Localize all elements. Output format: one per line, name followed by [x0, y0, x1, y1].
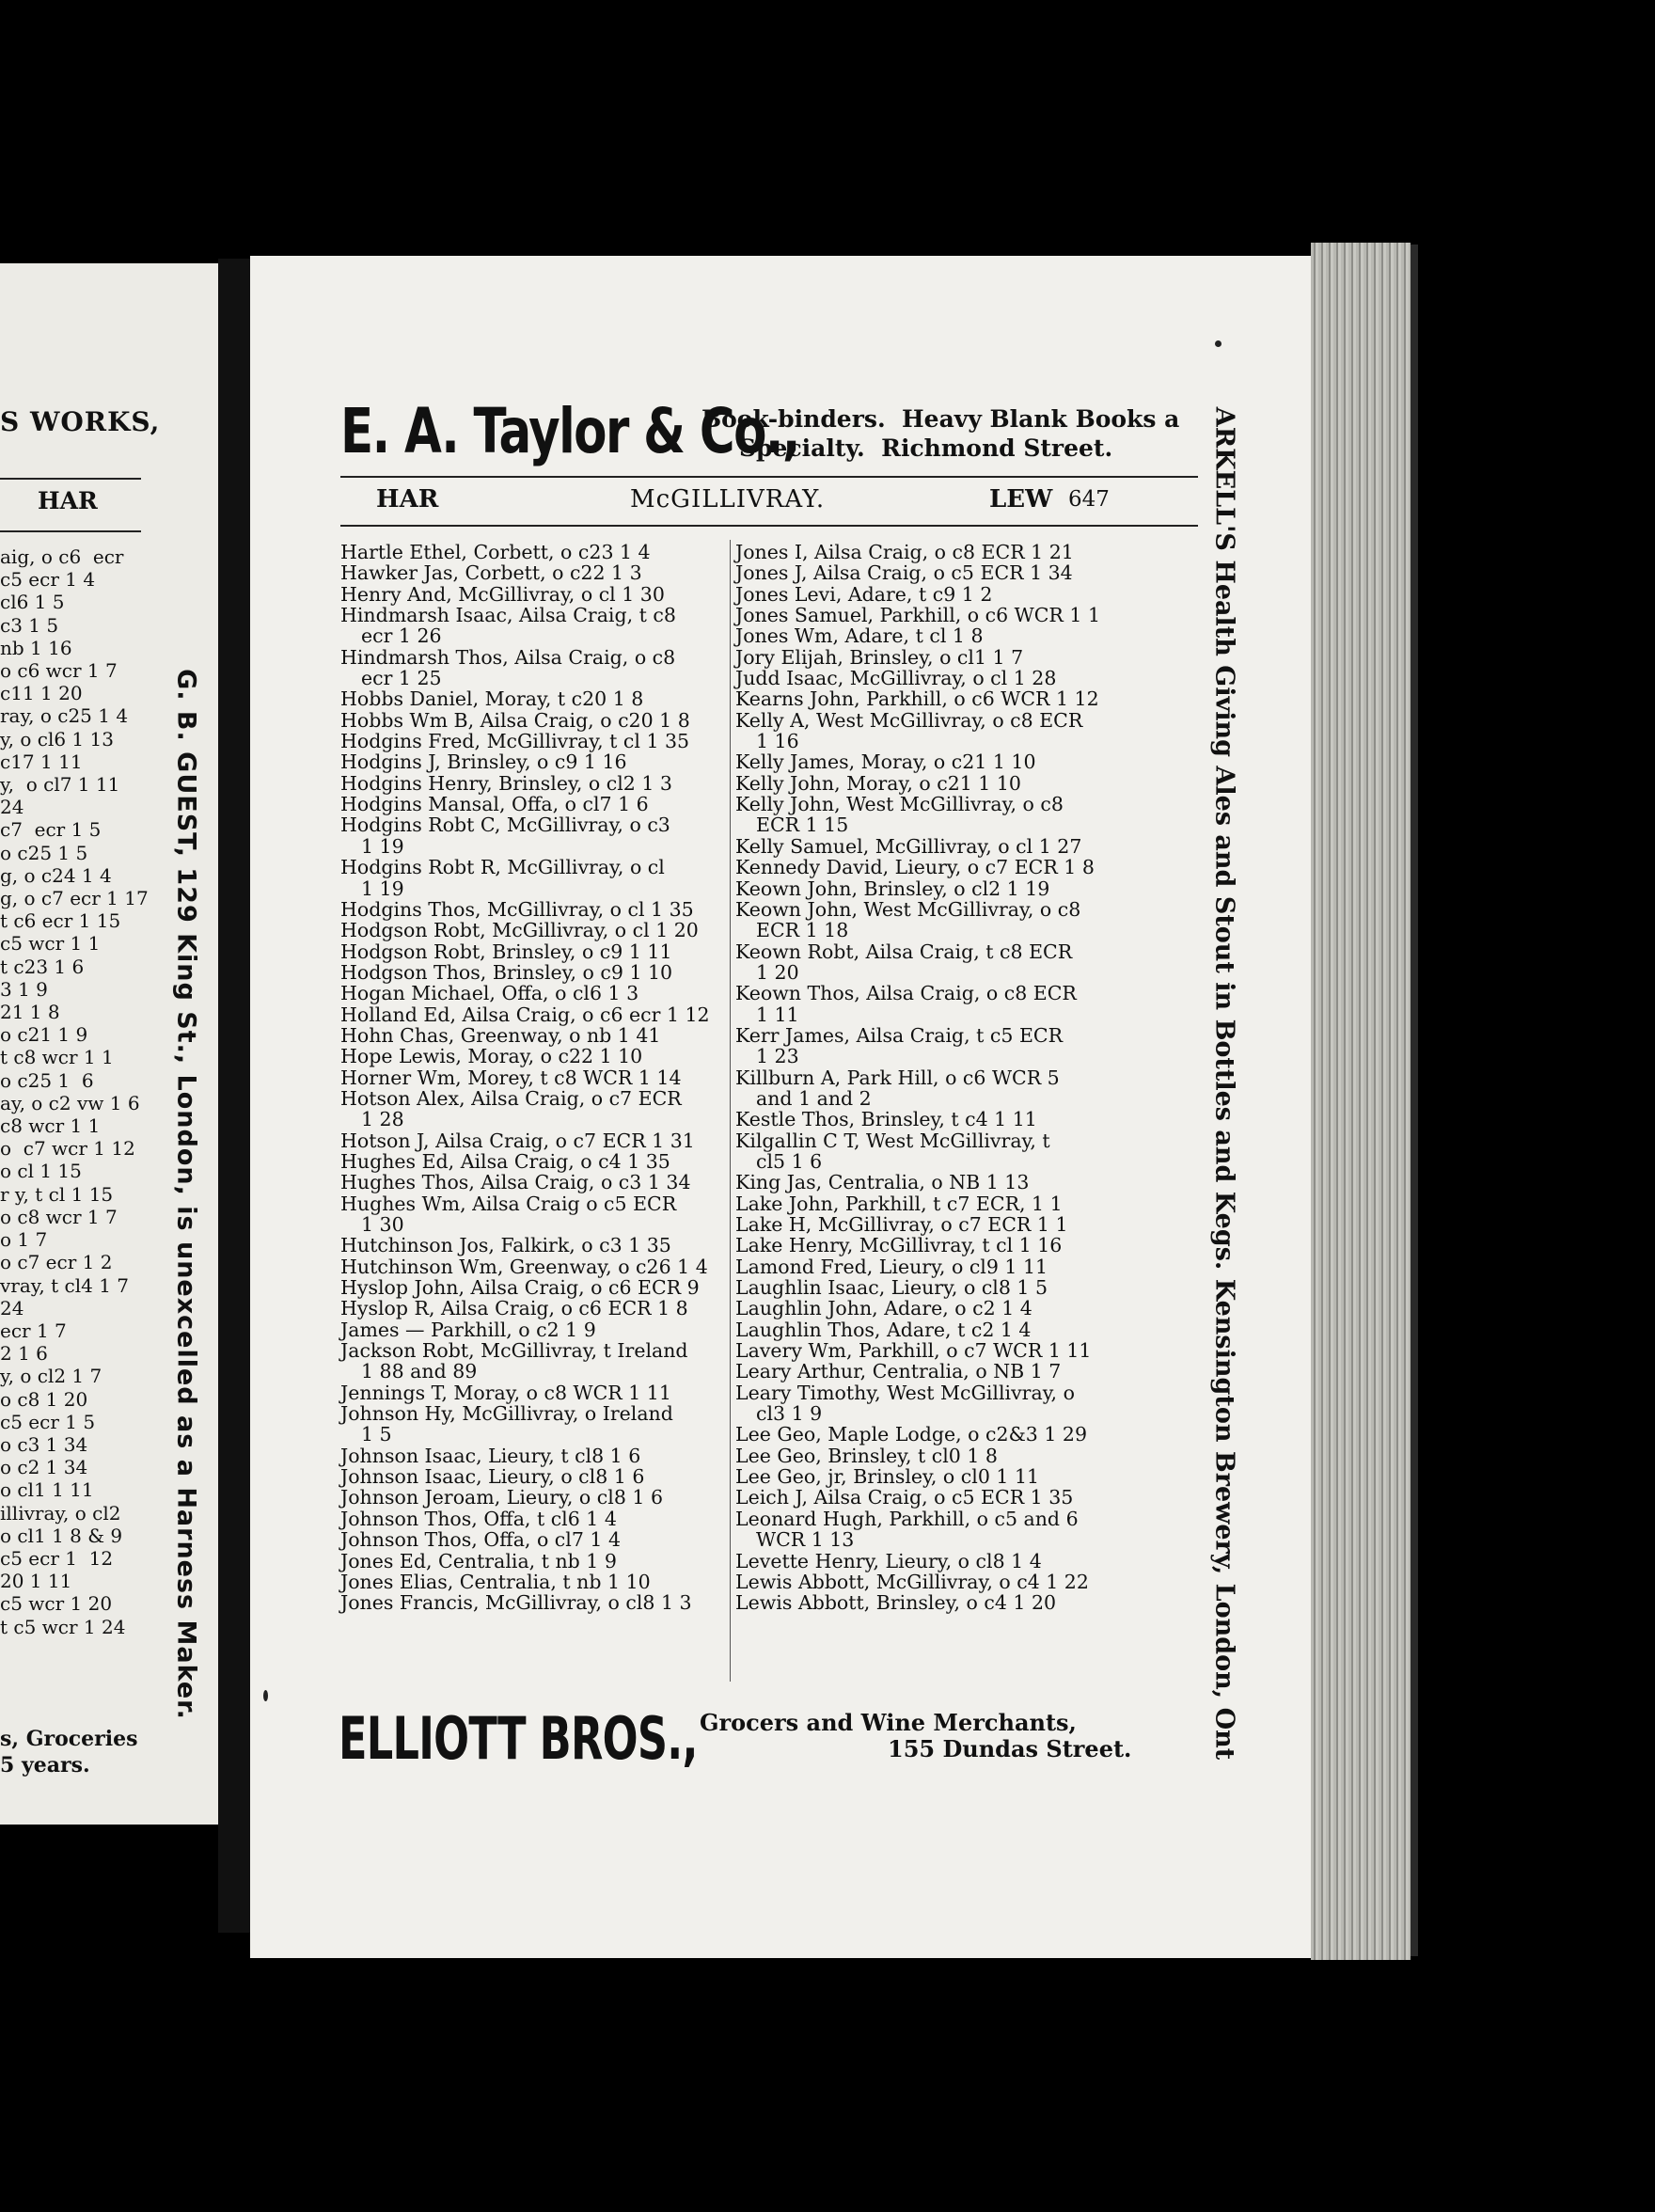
directory-entry: Laughlin John, Adare, o c2 1 4	[735, 1297, 1032, 1320]
left-page-entry-fragment: ray, o c25 1 4	[0, 704, 129, 728]
directory-entry: Leary Arthur, Centralia, o NB 1 7	[735, 1360, 1062, 1383]
directory-entry: Hawker Jas, Corbett, o c22 1 3	[340, 561, 642, 585]
left-page-entry-fragment: o cl1 1 8 & 9	[0, 1524, 123, 1547]
directory-entry: cl5 1 6	[756, 1149, 823, 1173]
directory-entry: Kearns John, Parkhill, o c6 WCR 1 12	[735, 687, 1099, 711]
directory-entry: Jones J, Ailsa Craig, o c5 ECR 1 34	[735, 561, 1073, 585]
header-rule-bottom	[340, 525, 1198, 527]
directory-entry: Laughlin Isaac, Lieury, o cl8 1 5	[735, 1276, 1048, 1300]
directory-entry: cl3 1 9	[756, 1402, 823, 1426]
directory-entry: Hindmarsh Isaac, Ailsa Craig, t c8	[340, 604, 676, 627]
directory-entry: Jackson Robt, McGillivray, t Ireland	[340, 1339, 688, 1363]
directory-entry: 1 16	[756, 730, 799, 753]
directory-entry: Kennedy David, Lieury, o c7 ECR 1 8	[735, 856, 1095, 879]
directory-entry: James — Parkhill, o c2 1 9	[340, 1318, 596, 1341]
directory-entry: King Jas, Centralia, o NB 1 13	[735, 1171, 1030, 1194]
left-page-entry-fragment: c5 ecr 1 5	[0, 1410, 96, 1433]
left-page-entry-fragment: g, o c24 1 4	[0, 863, 112, 887]
left-page-entry-fragment: c7 ecr 1 5	[0, 818, 102, 842]
taylor-firm-name: E. A. Taylor & Co.,	[340, 395, 799, 467]
running-head-right: LEW	[989, 485, 1053, 514]
left-page-entry-fragment: 2 1 6	[0, 1342, 48, 1366]
left-page-entry-fragment: c5 wcr 1 1	[0, 932, 101, 956]
directory-entry: Jory Elijah, Brinsley, o cl1 1 7	[735, 645, 1024, 669]
directory-entry: ecr 1 26	[361, 624, 442, 648]
directory-entry: Hodgins Robt C, McGillivray, o c3	[340, 814, 670, 837]
directory-entry: ECR 1 18	[756, 919, 849, 942]
directory-entry: Judd Isaac, McGillivray, o cl 1 28	[735, 667, 1057, 690]
directory-entry: Jones Ed, Centralia, t nb 1 9	[340, 1549, 617, 1572]
directory-entry: Kelly John, West McGillivray, o c8	[735, 793, 1064, 816]
directory-entry: Johnson Thos, Offa, o cl7 1 4	[340, 1528, 622, 1552]
left-page-entry-fragment: nb 1 16	[0, 636, 72, 659]
directory-entry: WCR 1 13	[756, 1528, 855, 1552]
page-edges	[1311, 243, 1411, 1960]
directory-entry: Leonard Hugh, Parkhill, o c5 and 6	[735, 1507, 1079, 1530]
directory-entry: Jones Wm, Adare, t cl 1 8	[735, 624, 984, 648]
guest-ad-text: G. B. GUEST, 129 King St., London, is unexcelled as a Harness Maker.	[171, 669, 201, 1720]
guest-vertical-ad	[167, 508, 205, 1825]
directory-entry: Hyslop R, Ailsa Craig, o c6 ECR 1 8	[340, 1297, 688, 1320]
left-page-entry-fragment: c5 wcr 1 20	[0, 1592, 113, 1616]
directory-entry: Hutchinson Jos, Falkirk, o c3 1 35	[340, 1234, 671, 1257]
directory-entry: Hughes Thos, Ailsa Craig, o c3 1 34	[340, 1171, 691, 1194]
directory-entry: Kelly Samuel, McGillivray, o cl 1 27	[735, 834, 1082, 858]
left-page-entry-fragment: t c5 wcr 1 24	[0, 1615, 126, 1638]
directory-entry: Johnson Isaac, Lieury, o cl8 1 6	[340, 1465, 645, 1489]
ink-speck	[263, 1690, 268, 1701]
left-page-entry-fragment: y, o cl2 1 7	[0, 1365, 102, 1388]
directory-entry: Lake John, Parkhill, t c7 ECR, 1 1	[735, 1192, 1063, 1215]
elliott-ad-line-2: 155 Dundas Street.	[888, 1735, 1132, 1762]
directory-entry: 1 11	[756, 1003, 799, 1026]
directory-entry: Lee Geo, jr, Brinsley, o cl0 1 11	[735, 1465, 1040, 1489]
arkell-ad-text: ARKELL'S Health Giving Ales and Stout in Bottles and Kegs. Kensington Brewery, London, Ont	[1209, 406, 1239, 1761]
directory-entry: Henry And, McGillivray, o cl 1 30	[340, 582, 665, 606]
directory-entry: 1 20	[756, 960, 799, 984]
left-page-entry-fragment: o c3 1 34	[0, 1432, 88, 1456]
directory-entry: Lake H, McGillivray, o c7 ECR 1 1	[735, 1213, 1068, 1236]
left-page-entry-fragment: c5 ecr 1 4	[0, 568, 96, 592]
directory-entry: Hartle Ethel, Corbett, o c23 1 4	[340, 541, 651, 563]
directory-entry: Lake Henry, McGillivray, t cl 1 16	[735, 1234, 1063, 1257]
book-gutter	[218, 259, 250, 1933]
directory-entry: and 1 and 2	[756, 1086, 872, 1110]
directory-entry: Johnson Hy, McGillivray, o Ireland	[340, 1402, 673, 1426]
directory-entry: Lewis Abbott, Brinsley, o c4 1 20	[735, 1591, 1057, 1615]
left-page-header-fragment: S WORKS,	[0, 406, 161, 437]
left-page-footer-ad	[0, 1726, 137, 1778]
left-page-entry-fragment: o c25 1 6	[0, 1068, 94, 1092]
directory-entry: Keown Robt, Ailsa Craig, t c8 ECR	[735, 940, 1073, 963]
directory-entry: Hodgins Robt R, McGillivray, o cl	[340, 856, 665, 879]
directory-entry: Jones Elias, Centralia, t nb 1 10	[340, 1570, 651, 1593]
directory-entry: Kilgallin C T, West McGillivray, t	[735, 1129, 1050, 1152]
directory-entry: Kelly James, Moray, o c21 1 10	[735, 750, 1036, 774]
directory-entry: 1 5	[361, 1423, 392, 1446]
left-page-entry-fragment: cl6 1 5	[0, 591, 65, 614]
directory-entry: Johnson Jeroam, Lieury, o cl8 1 6	[340, 1486, 663, 1509]
left-footer-line: s, Groceries	[0, 1727, 138, 1751]
directory-entry: Hodgson Robt, McGillivray, o cl 1 20	[340, 919, 699, 942]
elliott-ad-line-1: Grocers and Wine Merchants,	[700, 1709, 1077, 1736]
directory-entry: Levette Henry, Lieury, o cl8 1 4	[735, 1549, 1042, 1572]
taylor-ad-description	[701, 404, 1179, 463]
ink-speck	[1215, 340, 1222, 347]
left-page-entry-fragment: o c7 wcr 1 12	[0, 1137, 135, 1161]
directory-entry: Hodgson Robt, Brinsley, o c9 1 11	[340, 940, 672, 963]
directory-entry: Jones Francis, McGillivray, o cl8 1 3	[340, 1591, 692, 1615]
directory-entry: Hodgson Thos, Brinsley, o c9 1 10	[340, 960, 673, 984]
taylor-ad-line-1: Book-binders. Heavy Blank Books a	[701, 405, 1180, 433]
left-page-entry-fragment: t c6 ecr 1 15	[0, 909, 121, 933]
directory-entry: Leary Timothy, West McGillivray, o	[735, 1381, 1075, 1404]
directory-entry: Hope Lewis, Moray, o c22 1 10	[340, 1045, 643, 1068]
directory-entry: Keown John, West McGillivray, o c8	[735, 897, 1081, 921]
directory-entry: Hogan Michael, Offa, o cl6 1 3	[340, 982, 639, 1005]
elliott-ad-description	[700, 1710, 1131, 1762]
directory-entry: Jennings T, Moray, o c8 WCR 1 11	[340, 1381, 671, 1404]
directory-entry: Hodgins J, Brinsley, o c9 1 16	[340, 750, 627, 774]
directory-entry: Hindmarsh Thos, Ailsa Craig, o c8	[340, 645, 676, 669]
directory-entry: Hodgins Fred, McGillivray, t cl 1 35	[340, 730, 690, 753]
directory-entry: Kerr James, Ailsa Craig, t c5 ECR	[735, 1023, 1064, 1047]
left-page-entry-fragment: t c8 wcr 1 1	[0, 1046, 114, 1069]
left-page-entries	[0, 545, 149, 1638]
left-page-entry-fragment: ay, o c2 vw 1 6	[0, 1091, 140, 1114]
directory-entry: Lavery Wm, Parkhill, o c7 WCR 1 11	[735, 1339, 1092, 1363]
directory-entry: Hughes Wm, Ailsa Craig o c5 ECR	[340, 1192, 677, 1215]
directory-entry: Leich J, Ailsa Craig, o c5 ECR 1 35	[735, 1486, 1074, 1509]
left-page-entry-fragment: o cl1 1 11	[0, 1478, 94, 1502]
directory-entry: 1 23	[756, 1045, 799, 1068]
left-page-entry-fragment: o c21 1 9	[0, 1023, 88, 1047]
left-page-entry-fragment: y, o cl6 1 13	[0, 727, 114, 750]
directory-entry: Hyslop John, Ailsa Craig, o c6 ECR 9	[340, 1276, 700, 1300]
left-page-entry-fragment: c17 1 11	[0, 750, 83, 773]
left-header-rule-bottom	[0, 530, 141, 532]
directory-entry: 1 88 and 89	[361, 1360, 478, 1383]
directory-entry: 1 30	[361, 1213, 404, 1236]
directory-entry: Hobbs Daniel, Moray, t c20 1 8	[340, 687, 644, 711]
directory-entry: Killburn A, Park Hill, o c6 WCR 5	[735, 1066, 1060, 1089]
directory-entry: Hobbs Wm B, Ailsa Craig, o c20 1 8	[340, 708, 690, 732]
directory-entry: Horner Wm, Morey, t c8 WCR 1 14	[340, 1066, 682, 1089]
directory-entry: Lee Geo, Brinsley, t cl0 1 8	[735, 1444, 998, 1467]
directory-entry: Johnson Isaac, Lieury, t cl8 1 6	[340, 1444, 641, 1467]
left-page-entry-fragment: 24	[0, 796, 24, 819]
arkell-vertical-ad	[1198, 406, 1251, 1761]
left-page-entry-fragment: o c8 1 20	[0, 1387, 88, 1411]
taylor-ad-line-2: Specialty. Richmond Street.	[739, 434, 1113, 462]
directory-column-right	[735, 542, 1158, 1614]
left-page-entry-fragment: y, o cl7 1 11	[0, 773, 120, 797]
left-page-entry-fragment: o cl 1 15	[0, 1160, 82, 1183]
right-page	[250, 256, 1311, 1958]
directory-entry: 1 19	[361, 834, 404, 858]
directory-entry: Lewis Abbott, McGillivray, o c4 1 22	[735, 1570, 1089, 1593]
directory-entry: Hodgins Henry, Brinsley, o cl2 1 3	[340, 771, 672, 795]
left-page-entry-fragment: g, o c7 ecr 1 17	[0, 887, 149, 910]
left-page-entry-fragment: c3 1 5	[0, 613, 59, 637]
left-page-entry-fragment: ecr 1 7	[0, 1319, 67, 1342]
directory-entry: Jones Samuel, Parkhill, o c6 WCR 1 1	[735, 604, 1100, 627]
directory-entry: Johnson Thos, Offa, t cl6 1 4	[340, 1507, 617, 1530]
directory-column-left	[340, 542, 754, 1614]
left-page-entry-fragment: 20 1 11	[0, 1570, 72, 1593]
directory-entry: Jones I, Ailsa Craig, o c8 ECR 1 21	[735, 541, 1074, 563]
directory-entry: Hohn Chas, Greenway, o nb 1 41	[340, 1023, 661, 1047]
directory-entry: Kelly A, West McGillivray, o c8 ECR	[735, 708, 1083, 732]
directory-entry: Hodgins Mansal, Offa, o cl7 1 6	[340, 793, 649, 816]
left-page-entry-fragment: r y, t cl 1 15	[0, 1182, 114, 1206]
directory-entry: Jones Levi, Adare, t c9 1 2	[735, 582, 993, 606]
directory-entry: Hotson J, Ailsa Craig, o c7 ECR 1 31	[340, 1129, 695, 1152]
directory-entry: Hutchinson Wm, Greenway, o c26 1 4	[340, 1255, 708, 1278]
running-head-left: HAR	[376, 485, 439, 514]
directory-entry: 1 19	[361, 877, 404, 900]
directory-entry: Kelly John, Moray, o c21 1 10	[735, 771, 1021, 795]
directory-entry: Holland Ed, Ailsa Craig, o c6 ecr 1 12	[340, 1003, 710, 1026]
left-page-entry-fragment: o c2 1 34	[0, 1456, 88, 1479]
left-page-entry-fragment: illivray, o cl2	[0, 1501, 121, 1525]
left-header-rule	[0, 478, 141, 480]
directory-entry: Lee Geo, Maple Lodge, o c2&3 1 29	[735, 1423, 1088, 1446]
directory-entry: Keown John, Brinsley, o cl2 1 19	[735, 877, 1050, 900]
left-page-entry-fragment: o c25 1 5	[0, 841, 88, 864]
directory-entry: Laughlin Thos, Adare, t c2 1 4	[735, 1318, 1032, 1341]
elliott-firm-name: ELLIOTT BROS.,	[339, 1704, 698, 1773]
left-page-entry-fragment: 3 1 9	[0, 977, 48, 1001]
left-page-entry-fragment: t c23 1 6	[0, 955, 85, 978]
left-page-entry-fragment: o c7 ecr 1 2	[0, 1251, 113, 1274]
directory-entry: 1 28	[361, 1108, 404, 1131]
left-page-entry-fragment: 24	[0, 1296, 24, 1319]
directory-entry: Kestle Thos, Brinsley, t c4 1 11	[735, 1108, 1037, 1131]
column-divider	[730, 540, 731, 1682]
left-page	[0, 263, 218, 1825]
header-rule-top	[340, 476, 1198, 478]
left-page-entry-fragment: c5 ecr 1 12	[0, 1546, 114, 1570]
left-footer-line: 5 years.	[0, 1753, 90, 1778]
left-page-entry-fragment: 21 1 8	[0, 1001, 60, 1024]
directory-entry: ecr 1 25	[361, 667, 442, 690]
running-head-township: McGILLIVRAY.	[630, 485, 826, 514]
directory-entry: ECR 1 15	[756, 814, 849, 837]
left-page-entry-fragment: c8 wcr 1 1	[0, 1114, 101, 1138]
left-page-entry-fragment: vray, t cl4 1 7	[0, 1273, 130, 1297]
directory-entry: Keown Thos, Ailsa Craig, o c8 ECR	[735, 982, 1077, 1005]
directory-entry: Hotson Alex, Ailsa Craig, o c7 ECR	[340, 1086, 682, 1110]
page-edges-shadow	[1411, 245, 1418, 1956]
left-running-head: HAR	[38, 487, 98, 514]
page-number: 647	[1068, 487, 1110, 512]
left-page-entry-fragment: o c6 wcr 1 7	[0, 659, 118, 683]
directory-entry: Lamond Fred, Lieury, o cl9 1 11	[735, 1255, 1048, 1278]
left-page-entry-fragment: o c8 wcr 1 7	[0, 1205, 118, 1228]
left-page-entry-fragment: aig, o c6 ecr	[0, 545, 124, 568]
directory-entry: Hughes Ed, Ailsa Craig, o c4 1 35	[340, 1149, 670, 1173]
left-page-entry-fragment: o 1 7	[0, 1228, 48, 1252]
left-page-entry-fragment: c11 1 20	[0, 682, 83, 705]
directory-entry: Hodgins Thos, McGillivray, o cl 1 35	[340, 897, 694, 921]
